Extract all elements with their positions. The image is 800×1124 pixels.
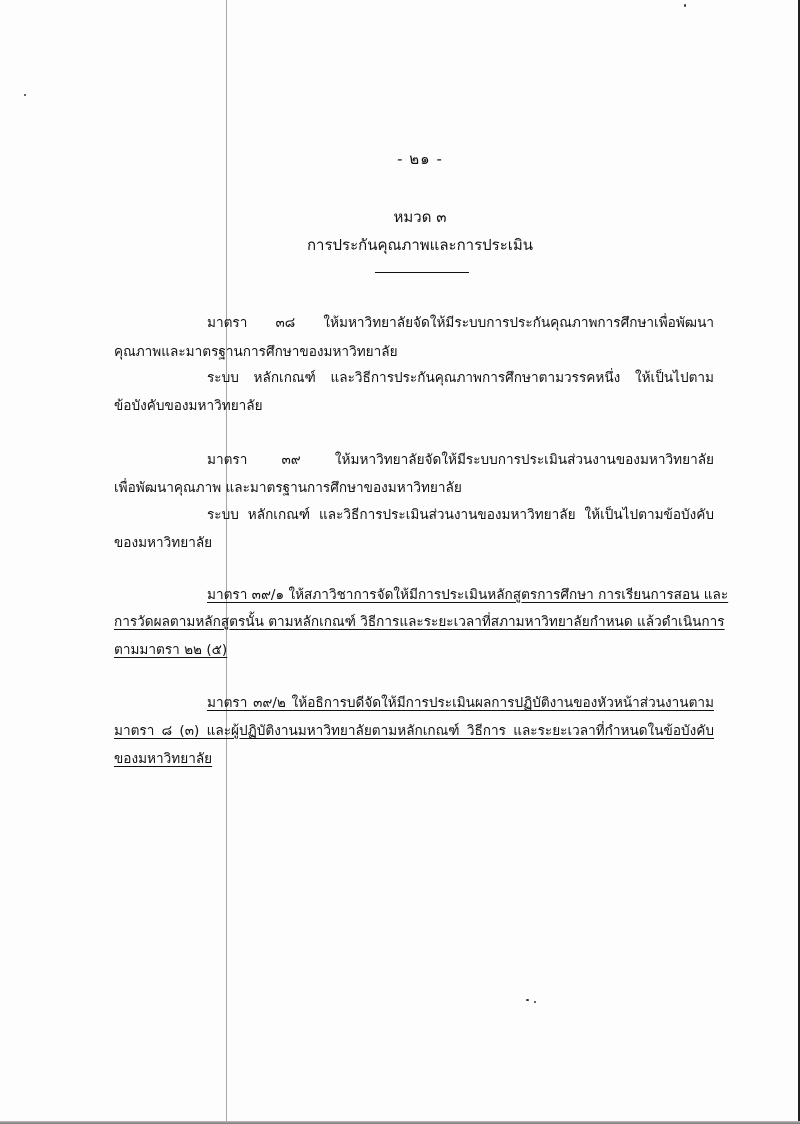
section-39-line-3: ระบบ หลักเกณฑ์ และวิธีการประเมินส่วนงานของมหาวิทยาลัย ให้เป็นไปตามข้อบังคับ — [207, 507, 714, 523]
scan-speck — [534, 1001, 536, 1003]
section-39-1-line-2: การวัดผลตามหลักสูตรนั้น ตามหลักเกณฑ์ วิธีการและระยะเวลาที่สภามหาวิทยาลัยกำหนด แล้วดำเนินการ — [114, 614, 725, 630]
chapter-heading: หมวด ๓ — [393, 208, 447, 226]
section-39-2-line-2: มาตรา ๘ (๓) และผู้ปฏิบัติงานมหาวิทยาลัยตามหลักเกณฑ์ วิธีการ และระยะเวลาที่กำหนดในข้อบังคับ — [114, 723, 714, 739]
section-39-1-line-1: มาตรา ๓๙/๑ ให้สภาวิชาการจัดให้มีการประเมินหลักสูตรการศึกษา การเรียนการสอน และ — [207, 587, 729, 603]
section-38-line-2: คุณภาพและมาตรฐานการศึกษาของมหาวิทยาลัย — [114, 344, 398, 360]
section-39-2-line-1: มาตรา ๓๙/๒ ให้อธิการบดีจัดให้มีการประเมินผลการปฏิบัติงานของหัวหน้าส่วนงานตาม — [207, 695, 714, 711]
section-39-line-1: มาตรา ๓๙ ให้มหาวิทยาลัยจัดให้มีระบบการประเมินส่วนงานของมหาวิทยาลัย — [207, 452, 714, 468]
section-38-line-1: มาตรา ๓๘ ให้มหาวิทยาลัยจัดให้มีระบบการประกันคุณภาพการศึกษาเพื่อพัฒนา — [207, 315, 714, 331]
section-38-line-4: ข้อบังคับของมหาวิทยาลัย — [114, 398, 263, 414]
section-39-2-line-3: ของมหาวิทยาลัย — [114, 751, 213, 767]
scan-speck — [526, 999, 529, 1001]
section-39-1-line-3: ตามมาตรา ๒๒ (๕) — [114, 642, 228, 658]
title-divider — [375, 272, 469, 273]
scan-speck — [24, 94, 26, 96]
page-number: - ๒๑ - — [397, 150, 443, 168]
section-39-line-2: เพื่อพัฒนาคุณภาพ และมาตรฐานการศึกษาของมหาวิทยาลัย — [114, 480, 462, 496]
section-39-line-4: ของมหาวิทยาลัย — [114, 535, 213, 551]
chapter-title: การประกันคุณภาพและการประเมิน — [306, 236, 534, 254]
scan-speck — [684, 4, 686, 7]
section-38-line-3: ระบบ หลักเกณฑ์ และวิธีการประกันคุณภาพการศึกษาตามวรรคหนึ่ง ให้เป็นไปตาม — [207, 370, 714, 386]
